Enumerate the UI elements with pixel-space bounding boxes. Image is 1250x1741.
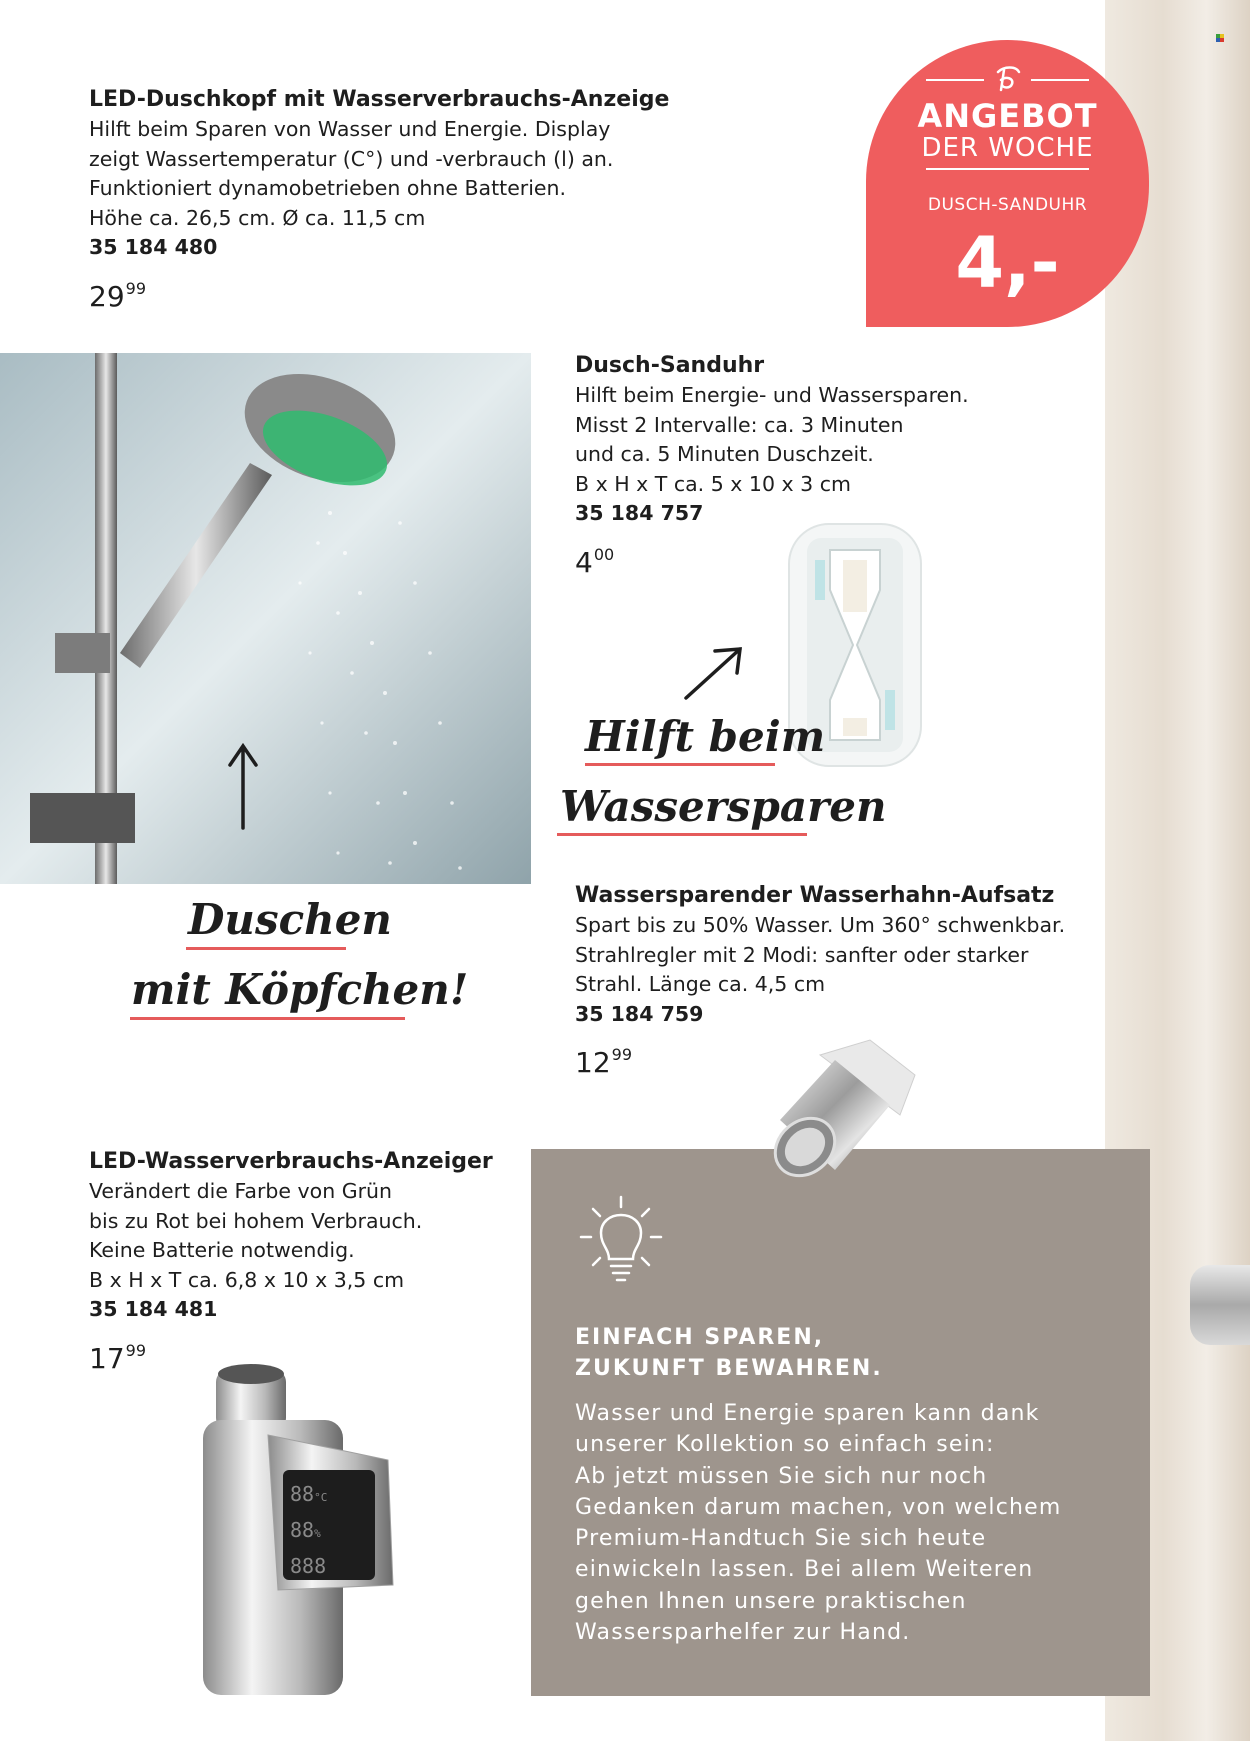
product-title: Dusch-Sanduhr (575, 353, 765, 378)
shower-head-photo (0, 353, 531, 884)
brand-logo-icon (992, 64, 1024, 94)
handwriting-underline (585, 763, 775, 766)
product-desc-line: zeigt Wassertemperatur (C°) und -verbrauch (l) an. (89, 146, 614, 171)
product-desc-line: Hilft beim Sparen von Wasser und Energie. Display (89, 117, 611, 141)
badge-line1: ANGEBOT (917, 97, 1098, 135)
angebot-badge (866, 40, 1149, 327)
product-title: Wassersparender Wasserhahn-Aufsatz (575, 883, 1055, 908)
product-title: LED-Wasserverbrauchs-Anzeiger (89, 1149, 493, 1174)
color-marks (1216, 34, 1226, 42)
product-led-anzeiger (89, 1146, 493, 1377)
handwritten-hilft-beim: Hilft beim (585, 712, 826, 761)
product-desc-line: Strahl. Länge ca. 4,5 cm (575, 972, 826, 996)
led-display-readout: 88°C 88% 888 (290, 1482, 328, 1578)
faucet-aerator-image (750, 1035, 920, 1190)
product-led-duschkopf (89, 84, 669, 315)
product-price: $29^{99}$ (89, 278, 146, 313)
led-water-meter-image (198, 1360, 408, 1700)
product-price: $12^{99}$ (575, 1045, 632, 1079)
handwritten-duschen: Duschen (188, 895, 392, 944)
handwritten-wassersparen: Wassersparen (560, 782, 887, 831)
product-desc-line: Hilft beim Energie- und Wassersparen. (575, 383, 969, 407)
info-body: Wasser und Energie sparen kann dank unserer Kollektion so einfach sein: Ab jetzt müssen Sie sich nur noch Gedanken darum machen, von welchem Premium-Handtuch Sie sich heute einwickeln lassen. Bei allem Weiteren gehen Ihnen unsere praktischen Wassersparhelfer zur Hand. (575, 1401, 1062, 1646)
product-desc-line: Höhe ca. 26,5 cm. Ø ca. 11,5 cm (89, 205, 426, 230)
product-desc-line: bis zu Rot bei hohem Verbrauch. (89, 1208, 423, 1233)
handwriting-underline (557, 833, 807, 836)
arrow-icon (680, 643, 746, 703)
handwriting-underline (130, 1017, 405, 1020)
handwritten-mit-koepfchen: mit Köpfchen! (131, 965, 469, 1014)
product-desc-line: Keine Batterie notwendig. (89, 1238, 355, 1262)
product-price: $4^{00}$ (575, 544, 615, 579)
product-sku: 35 184 759 (575, 1001, 704, 1026)
product-desc-line: B x H x T ca. 5 x 10 x 3 cm (575, 471, 851, 496)
product-desc-line: und ca. 5 Minuten Duschzeit. (575, 442, 874, 466)
product-desc-line: B x H x T ca. 6,8 x 10 x 3,5 cm (89, 1267, 405, 1292)
badge-product: DUSCH-SANDUHR (927, 195, 1088, 215)
product-sku: 35 184 480 (89, 235, 218, 259)
info-headline: EINFACH SPAREN, ZUKUNFT BEWAHREN. (575, 1325, 883, 1381)
badge-price: 4,- (955, 222, 1060, 304)
handwriting-underline (186, 947, 346, 950)
badge-line2: DER WOCHE (921, 133, 1094, 163)
product-sku: 35 184 481 (89, 1297, 218, 1321)
product-desc-line: Funktioniert dynamobetrieben ohne Batterien. (89, 176, 567, 200)
faucet-fixture-image (1190, 1265, 1250, 1345)
product-desc-line: Spart bis zu 50% Wasser. Um 360° schwenkbar. (575, 913, 1066, 937)
product-desc-line: Misst 2 Intervalle: ca. 3 Minuten (575, 412, 904, 437)
product-desc-line: Strahlregler mit 2 Modi: sanfter oder starker (575, 942, 1029, 967)
lightbulb-icon (571, 1189, 671, 1289)
product-title: LED-Duschkopf mit Wasserverbrauchs-Anzeige (89, 87, 670, 112)
info-box (531, 1149, 1150, 1696)
product-desc-line: Verändert die Farbe von Grün (89, 1179, 392, 1203)
badge-logo-row (926, 64, 1089, 94)
product-sku: 35 184 757 (575, 501, 704, 525)
product-price: $17^{99}$ (89, 1340, 146, 1375)
